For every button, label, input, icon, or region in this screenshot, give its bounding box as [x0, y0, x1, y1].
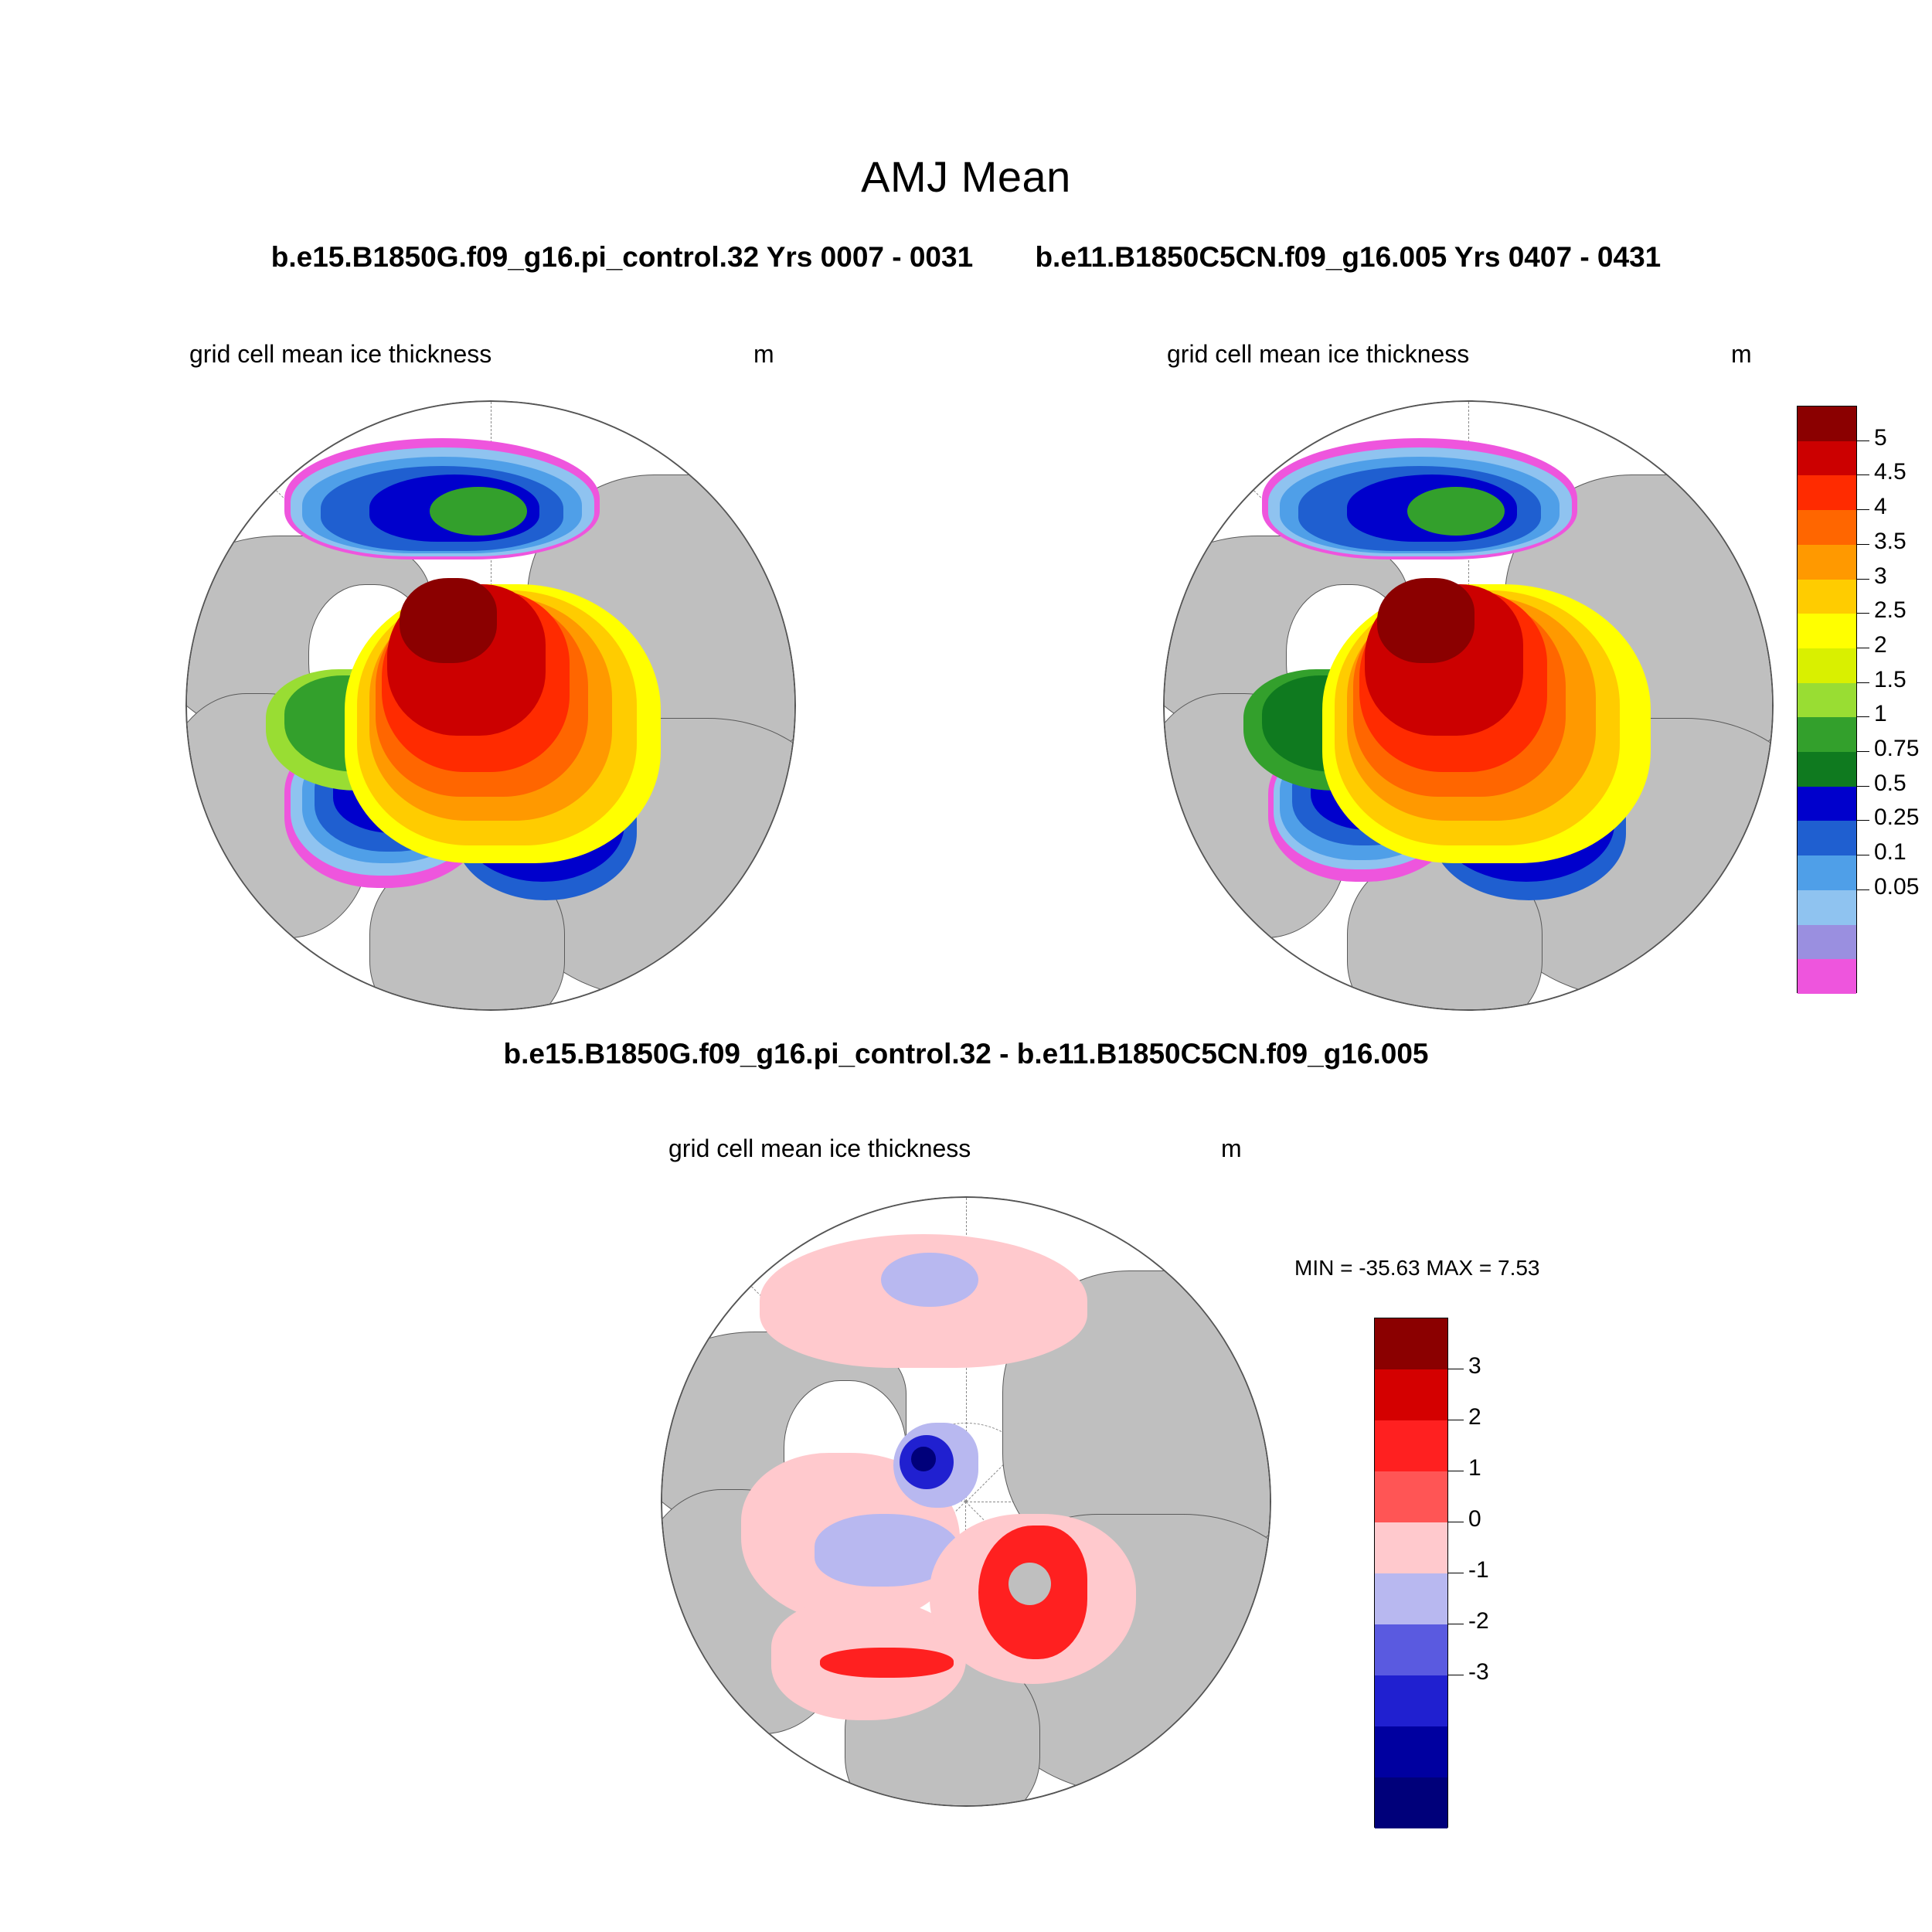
- case-subtitle-row: [0, 241, 1932, 274]
- colorbar-swatch: [1375, 1420, 1447, 1471]
- diff-panel-units: m: [1221, 1134, 1242, 1162]
- colorbar-tick: [1857, 474, 1869, 475]
- colorbar-tick-label: 2.5: [1874, 597, 1906, 624]
- map-difference: [661, 1196, 1271, 1807]
- colorbar-tick-label: 0.75: [1874, 736, 1920, 762]
- colorbar-tick: [1857, 509, 1869, 510]
- case-label-right: b.e11.B1850C5CN.f09_g16.005 Yrs 0407 - 0431: [1035, 241, 1662, 273]
- ice-contour-5: [1377, 578, 1475, 663]
- globe-outline-diff: [661, 1196, 1271, 1807]
- colorbar-tick-label: 3.5: [1874, 528, 1906, 554]
- colorbar-tick-label: -3: [1468, 1659, 1489, 1685]
- colorbar-swatch: [1798, 752, 1856, 787]
- case-label-left: b.e15.B1850G.f09_g16.pi_control.32 Yrs 0007 - 0031: [270, 241, 974, 273]
- left-panel-units: m: [753, 340, 774, 368]
- colorbar-tick: [1857, 820, 1869, 821]
- colorbar-thickness-box: [1797, 406, 1857, 993]
- colorbar-tick-label: 3: [1468, 1353, 1481, 1379]
- colorbar-swatch: [1375, 1369, 1447, 1420]
- colorbar-swatch: [1375, 1777, 1447, 1828]
- colorbar-swatch: [1375, 1726, 1447, 1777]
- colorbar-tick-label: -1: [1468, 1557, 1489, 1583]
- diff-contour-minus1: [881, 1253, 978, 1308]
- globe-outline-right: [1163, 400, 1774, 1011]
- colorbar-swatch: [1798, 441, 1856, 476]
- diff-land-island: [1009, 1563, 1051, 1605]
- map-left: [185, 400, 796, 1011]
- colorbar-swatch: [1798, 959, 1856, 994]
- colorbar-tick-label: 0.25: [1874, 804, 1920, 831]
- colorbar-tick: [1857, 613, 1869, 614]
- colorbar-swatch: [1798, 787, 1856, 821]
- diff-minmax-label: MIN = -35.63 MAX = 7.53: [1294, 1256, 1540, 1280]
- diff-contour-minus3: [911, 1447, 935, 1471]
- colorbar-tick: [1857, 889, 1869, 890]
- colorbar-swatch: [1798, 855, 1856, 890]
- colorbar-swatch: [1375, 1675, 1447, 1726]
- colorbar-difference-box: [1374, 1318, 1448, 1828]
- colorbar-tick: [1857, 751, 1869, 752]
- colorbar-thickness: [1797, 406, 1928, 993]
- colorbar-tick: [1857, 682, 1869, 683]
- diff-contour-1: [820, 1648, 954, 1678]
- ice-contour-1: [430, 487, 527, 536]
- colorbar-swatch: [1375, 1624, 1447, 1675]
- colorbar-tick-label: 2: [1874, 631, 1887, 658]
- colorbar-tick-label: -2: [1468, 1608, 1489, 1634]
- colorbar-tick-label: 2: [1468, 1404, 1481, 1430]
- colorbar-swatch: [1798, 614, 1856, 648]
- colorbar-swatch: [1375, 1471, 1447, 1522]
- colorbar-swatch: [1798, 890, 1856, 925]
- colorbar-tick-label: 0.5: [1874, 770, 1906, 796]
- right-panel-caption: grid cell mean ice thickness: [1167, 340, 1470, 368]
- colorbar-tick-label: 0.05: [1874, 873, 1920, 900]
- colorbar-tick-label: 0.1: [1874, 839, 1906, 866]
- colorbar-swatch: [1798, 925, 1856, 960]
- colorbar-tick-label: 4.5: [1874, 459, 1906, 485]
- colorbar-tick: [1857, 544, 1869, 545]
- colorbar-tick-label: 4: [1874, 494, 1887, 520]
- colorbar-swatch: [1798, 821, 1856, 855]
- colorbar-tick-label: 5: [1874, 424, 1887, 451]
- colorbar-tick-label: 1.5: [1874, 666, 1906, 692]
- colorbar-tick: [1857, 716, 1869, 717]
- colorbar-tick: [1857, 579, 1869, 580]
- colorbar-swatch: [1375, 1573, 1447, 1624]
- colorbar-swatch: [1798, 406, 1856, 441]
- left-panel-caption: grid cell mean ice thickness: [189, 340, 492, 368]
- globe-outline-left: [185, 400, 796, 1011]
- colorbar-tick-label: 1: [1468, 1455, 1481, 1481]
- colorbar-swatch: [1798, 545, 1856, 580]
- colorbar-tick: [1857, 440, 1869, 441]
- colorbar-swatch: [1375, 1522, 1447, 1573]
- right-panel-units: m: [1731, 340, 1752, 368]
- colorbar-tick-label: 0: [1468, 1506, 1481, 1532]
- difference-title: b.e15.B1850G.f09_g16.pi_control.32 - b.e11.B1850C5CN.f09_g16.005: [503, 1038, 1429, 1070]
- colorbar-swatch: [1798, 580, 1856, 614]
- colorbar-swatch: [1798, 683, 1856, 718]
- page-title: AMJ Mean: [861, 152, 1071, 201]
- colorbar-swatch: [1798, 510, 1856, 545]
- colorbar-swatch: [1798, 717, 1856, 752]
- map-right: [1163, 400, 1774, 1011]
- colorbar-swatch: [1798, 475, 1856, 510]
- ice-contour-5: [400, 578, 497, 663]
- colorbar-swatch: [1375, 1318, 1447, 1369]
- colorbar-tick-label: 3: [1874, 563, 1887, 589]
- colorbar-difference: [1374, 1318, 1513, 1828]
- colorbar-tick-label: 1: [1874, 701, 1887, 727]
- diff-panel-caption: grid cell mean ice thickness: [668, 1134, 971, 1162]
- colorbar-tick: [1857, 786, 1869, 787]
- ice-contour-1: [1407, 487, 1505, 536]
- colorbar-swatch: [1798, 648, 1856, 683]
